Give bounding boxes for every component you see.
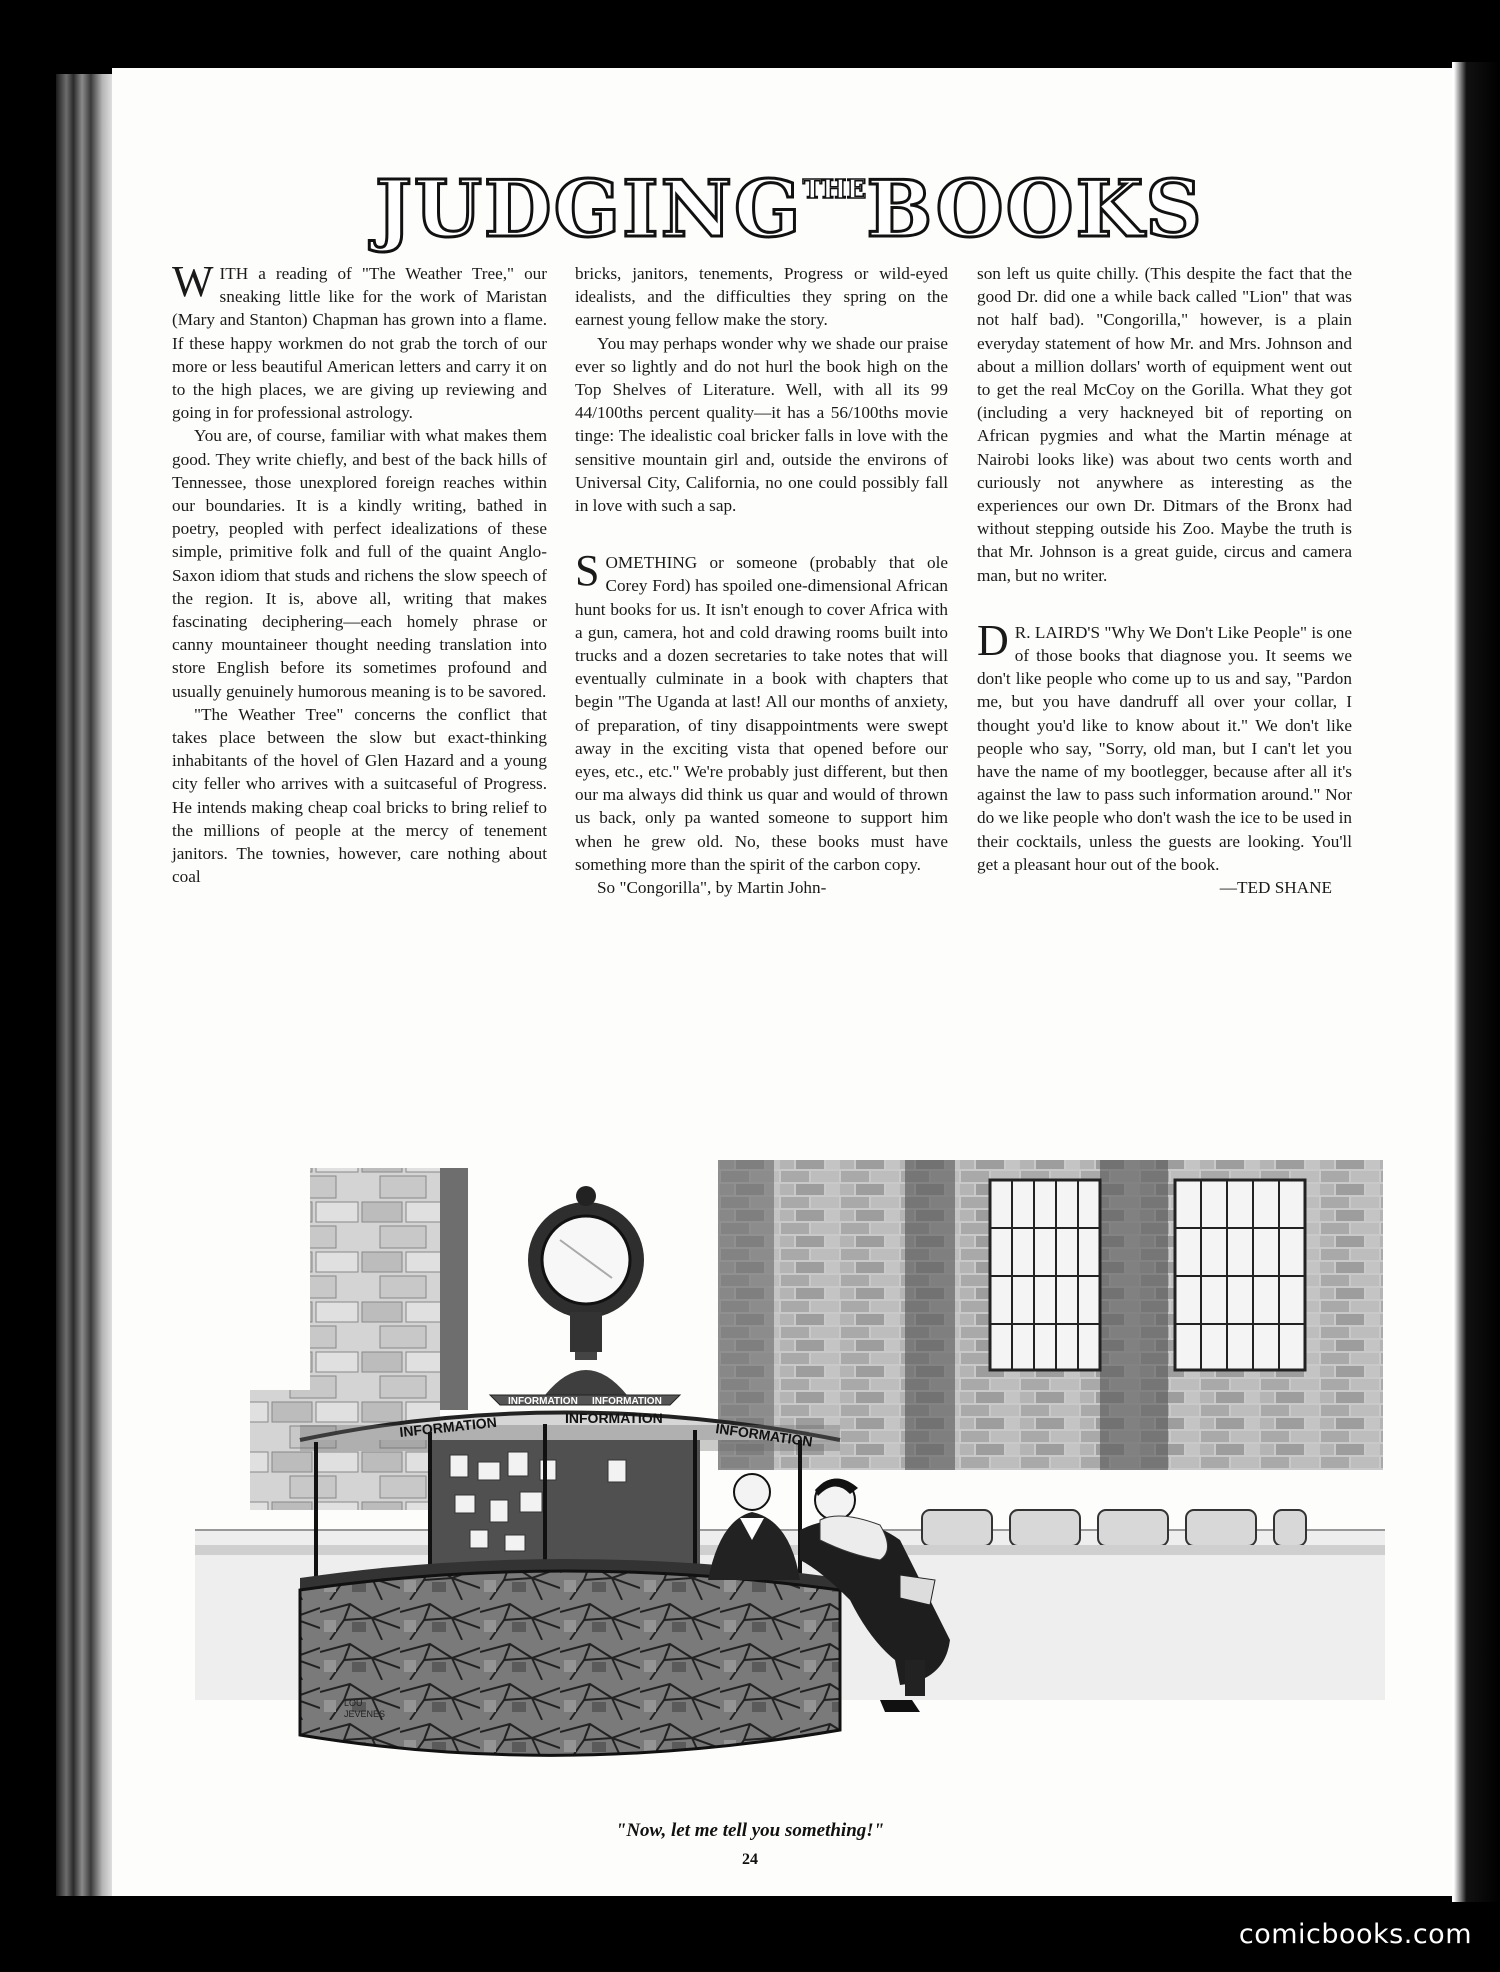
illustration-caption: "Now, let me tell you something!" — [615, 1820, 885, 1841]
paragraph-text: bricks, janitors, tenements, Progress or wild-eyed idealists, and the difficulties they spring on the earnest young fellow make the story. — [575, 264, 948, 330]
top-sign-2: INFORMATION — [592, 1396, 662, 1407]
clerk-figure — [708, 1474, 800, 1580]
station-window-right — [1175, 1180, 1305, 1370]
left-wall-block — [310, 1168, 440, 1410]
title-judging: JUDGING — [375, 164, 803, 255]
watermark: comicbooks.com — [1238, 1919, 1472, 1950]
clock-icon — [528, 1186, 644, 1395]
author-signature: —TED SHANE — [1219, 878, 1332, 898]
drop-cap: W — [172, 257, 214, 306]
paragraph-text: R. LAIRD'S "Why We Don't Like People" is one of those books that diagnose you. It seems we don't like people who come up to us and say, "Pardon me, but you have dandruff all over your collar, I thought you'd like to know about it." We don't like people who say, "Sorry, old man, but I can't let you have the name of my bootlegger, because after all it's against the law to pass such information around." Nor do we like people who don't wash the ice to be used in their cocktails, unless the guests are looking. You'll get a pleasant hour out of the book. — [977, 622, 1352, 874]
booth-counter — [300, 1571, 840, 1755]
station-window-left — [990, 1180, 1100, 1370]
paragraph-text: son left us quite chilly. (This despite the fact that the good Dr. did one a while back called "Lion" that was not half bad). "Congorilla," however, is a plain everyday statement of how Mr. and Mrs. Johnson and about a million dollars' worth of equipment went out to get the real McCoy on the Gorilla. What they got (including a very hackneyed bit of reporting on African pygmies and what the Martin ménage at Nairobi looks like) was about two cents worth and curiously not anywhere as interesting as the experiences our own Dr. Ditmars of the Bronx had without stepping outside his Zoo. Maybe the truth is that Mr. Johnson is a great guide, circus and camera man, but no writer. — [977, 264, 1352, 585]
title-books: BOOKS — [866, 164, 1204, 255]
drop-cap: D — [977, 615, 1009, 665]
top-sign-1: INFORMATION — [508, 1396, 578, 1407]
booth-sign-center: INFORMATION — [565, 1410, 663, 1426]
artist-signature: LOU JEVENES — [344, 1698, 386, 1719]
drop-cap: S — [575, 546, 600, 596]
paragraph-text: ITH a reading of "The Weather Tree," our sneaking little like for the work of Maristan (Mary and Stanton) Chapman has grown into a flame. If these happy workmen do not grab the torch of our more or less beautiful American letters and carry it on to the high places, we are giving up reviewing and going in for professional astrology. — [172, 264, 547, 423]
paragraph-text: You are, of course, familiar with what makes them good. They write chiefly, and best of the back hills of Tennessee, those unexplored foreign reaches within our boundaries. It is a kindly writing, bathed in poetry, peopled with perfect idealizations of these simple, primitive folk and full of the quaint Anglo-Saxon idiom that studs and richens the slow speech of the region. It is, above all, writing that makes fascinating deciphering—each homely phrase or canny mountaineer thought needing translation into store English before its sometimes profound and usually genuinely humorous meaning is to be savored. — [172, 426, 547, 701]
paragraph-text: OMETHING or someone (probably that ole Corey Ford) has spoiled one-dimensional African hunt books for us. It isn't enough to cover Africa with a gun, camera, hot and cold drawing rooms built into trucks and a dozen secretaries to take notes that will eventually culminate in a book with chapters that begin "The Uganda at last! All our months of anxiety, of preparation, of tiny disappointments were swept away in the exciting vista that opened before our eyes, etc., etc." We're probably just different, but then our ma always did think us quar and would of thrown us back, only pa wanted someone to support him when he grew old. No, these books must have something more than the spirit of the carbon copy. — [575, 553, 948, 874]
page-number: 24 — [742, 1851, 758, 1868]
title-the: THE — [802, 175, 867, 205]
paragraph-text: You may perhaps wonder why we shade our praise ever so lightly and do not hurl the book high on the Top Shelves of Literature. Well, with all its 99 44/100ths percent quality—it has a 56/100ths movie tinge: The idealistic coal bricker falls in love with the sensitive mountain girl and, outside the environs of Universal City, California, no one could possibly fall in love with such a sap. — [575, 333, 948, 516]
gate-row — [922, 1510, 1306, 1546]
booth-sign-left: INFORMATION — [398, 1413, 498, 1440]
paragraph-text: "The Weather Tree" concerns the conflict that takes place between the slow but exact-thinking inhabitants of the hovel of Glen Hazard and a young city feller who arrives with a suitcaseful of Progress. He intends making cheap coal bricks to bring relief to the millions of people at the mercy of tenement janitors. The townies, however, care nothing about coal — [172, 704, 547, 887]
paragraph-text: So "Congorilla", by Martin John- — [597, 878, 827, 898]
booth-sign-right: INFORMATION — [714, 1420, 814, 1450]
